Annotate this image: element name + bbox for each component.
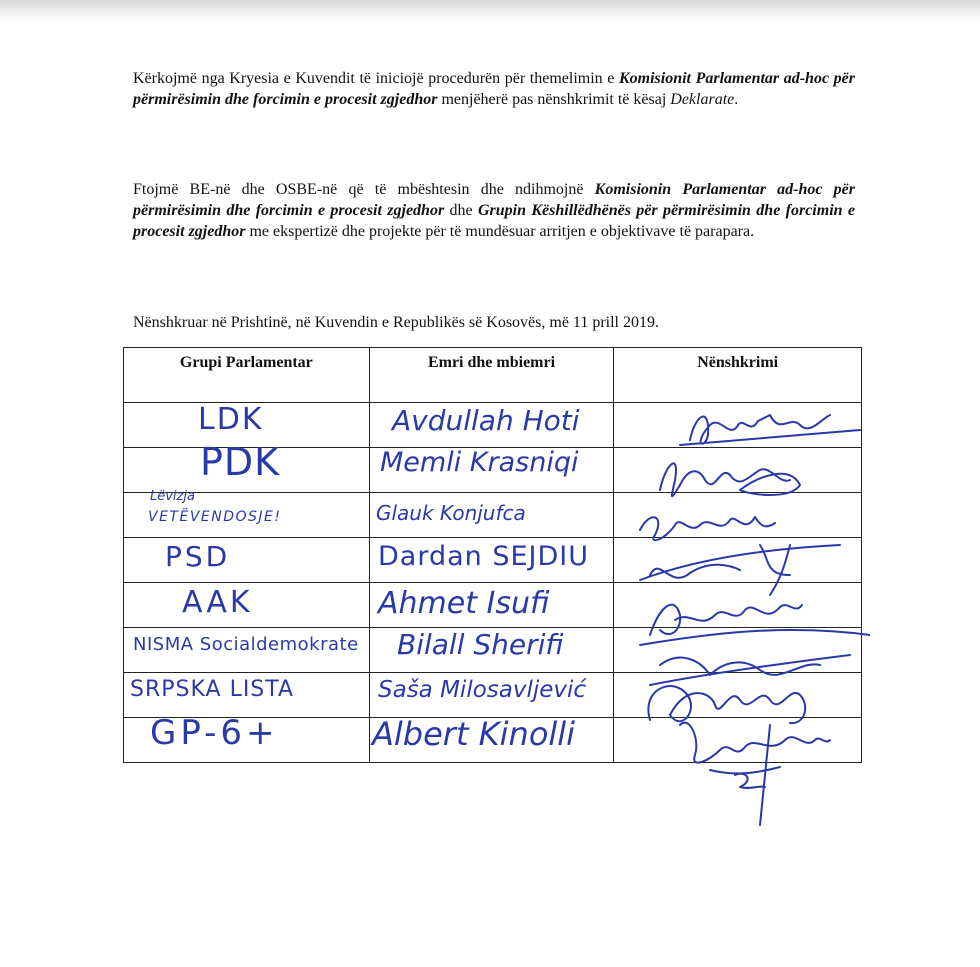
group-gp6: GP-6+ [150, 713, 279, 753]
p2-text-2: dhe [444, 202, 478, 219]
name-row-1: Avdullah Hoti [392, 404, 580, 437]
signature-row-3 [640, 517, 775, 540]
p1-bold-1: Komisionit Parlamentar ad-hoc për përmirësimin dhe forcimin e procesit zgjedhor [133, 70, 855, 108]
p2-bold-2: Grupin Këshillëdhënës për përmirësimin dhe forcimin e procesit zgjedhor [133, 202, 855, 240]
group-aak: AAK [182, 585, 253, 620]
p2-text-3: me ekspertizë dhe projekte për të mundësuar arritjen e objektivave të parapara. [245, 223, 755, 240]
p1-italic-1: Deklarate [670, 91, 735, 108]
p2-text-1: Ftojmë BE-në dhe OSBE-në që të mbështesin dhe ndihmojnë [133, 181, 595, 198]
signature-row-2 [660, 463, 800, 496]
group-psd: PSD [165, 540, 231, 573]
paragraph-invitation [133, 179, 855, 242]
paragraph-signed-place-date: Nënshkruar në Prishtinë, në Kuvendin e Republikës së Kosovës, më 11 prill 2019. [133, 314, 659, 331]
header-group: Grupi Parlamentar [124, 348, 370, 403]
signature-row-8 [680, 723, 830, 825]
p2-bold-1: Komisionin Parlamentar ad-hoc për përmirësimin dhe forcimin e procesit zgjedhor [133, 181, 855, 219]
p1-text-1: Kërkojmë nga Kryesia e Kuvendit të iniciojë procedurën për themelimin e [133, 70, 619, 87]
header-signature: Nënshkrimi [614, 348, 862, 403]
p1-text-3: . [734, 91, 739, 108]
name-row-4: Dardan SEJDIU [378, 541, 590, 572]
group-ldk: LDK [198, 402, 264, 437]
header-name: Emri dhe mbiemri [369, 348, 614, 403]
page-top-shadow [0, 0, 980, 22]
signature-row-4 [640, 545, 840, 595]
group-levizja: Lëvizja [150, 489, 195, 504]
group-pdk: PDK [200, 440, 281, 484]
group-vetevendosje: VETËVENDOSJE! [148, 509, 282, 525]
signatures-drawing [620, 395, 870, 835]
group-srpska-lista: SRPSKA LISTA [130, 677, 295, 702]
p1-text-2: menjëherë pas nënshkrimit të kësaj [437, 91, 671, 108]
name-row-6: Bilall Sherifi [397, 628, 564, 661]
group-nisma: NISMA Socialdemokrate [133, 634, 359, 655]
paragraph-request [133, 68, 855, 110]
name-row-7: Saša Milosavljević [378, 677, 587, 703]
name-row-5: Ahmet Isufi [378, 586, 550, 621]
signature-row-5 [640, 605, 870, 645]
name-row-2: Memli Krasniqi [380, 447, 579, 478]
name-row-3: Glauk Konjufca [376, 501, 526, 525]
signature-row-1 [680, 415, 860, 445]
signature-row-7 [648, 686, 805, 723]
signature-row-6 [650, 655, 850, 685]
name-row-8: Albert Kinolli [372, 715, 576, 753]
